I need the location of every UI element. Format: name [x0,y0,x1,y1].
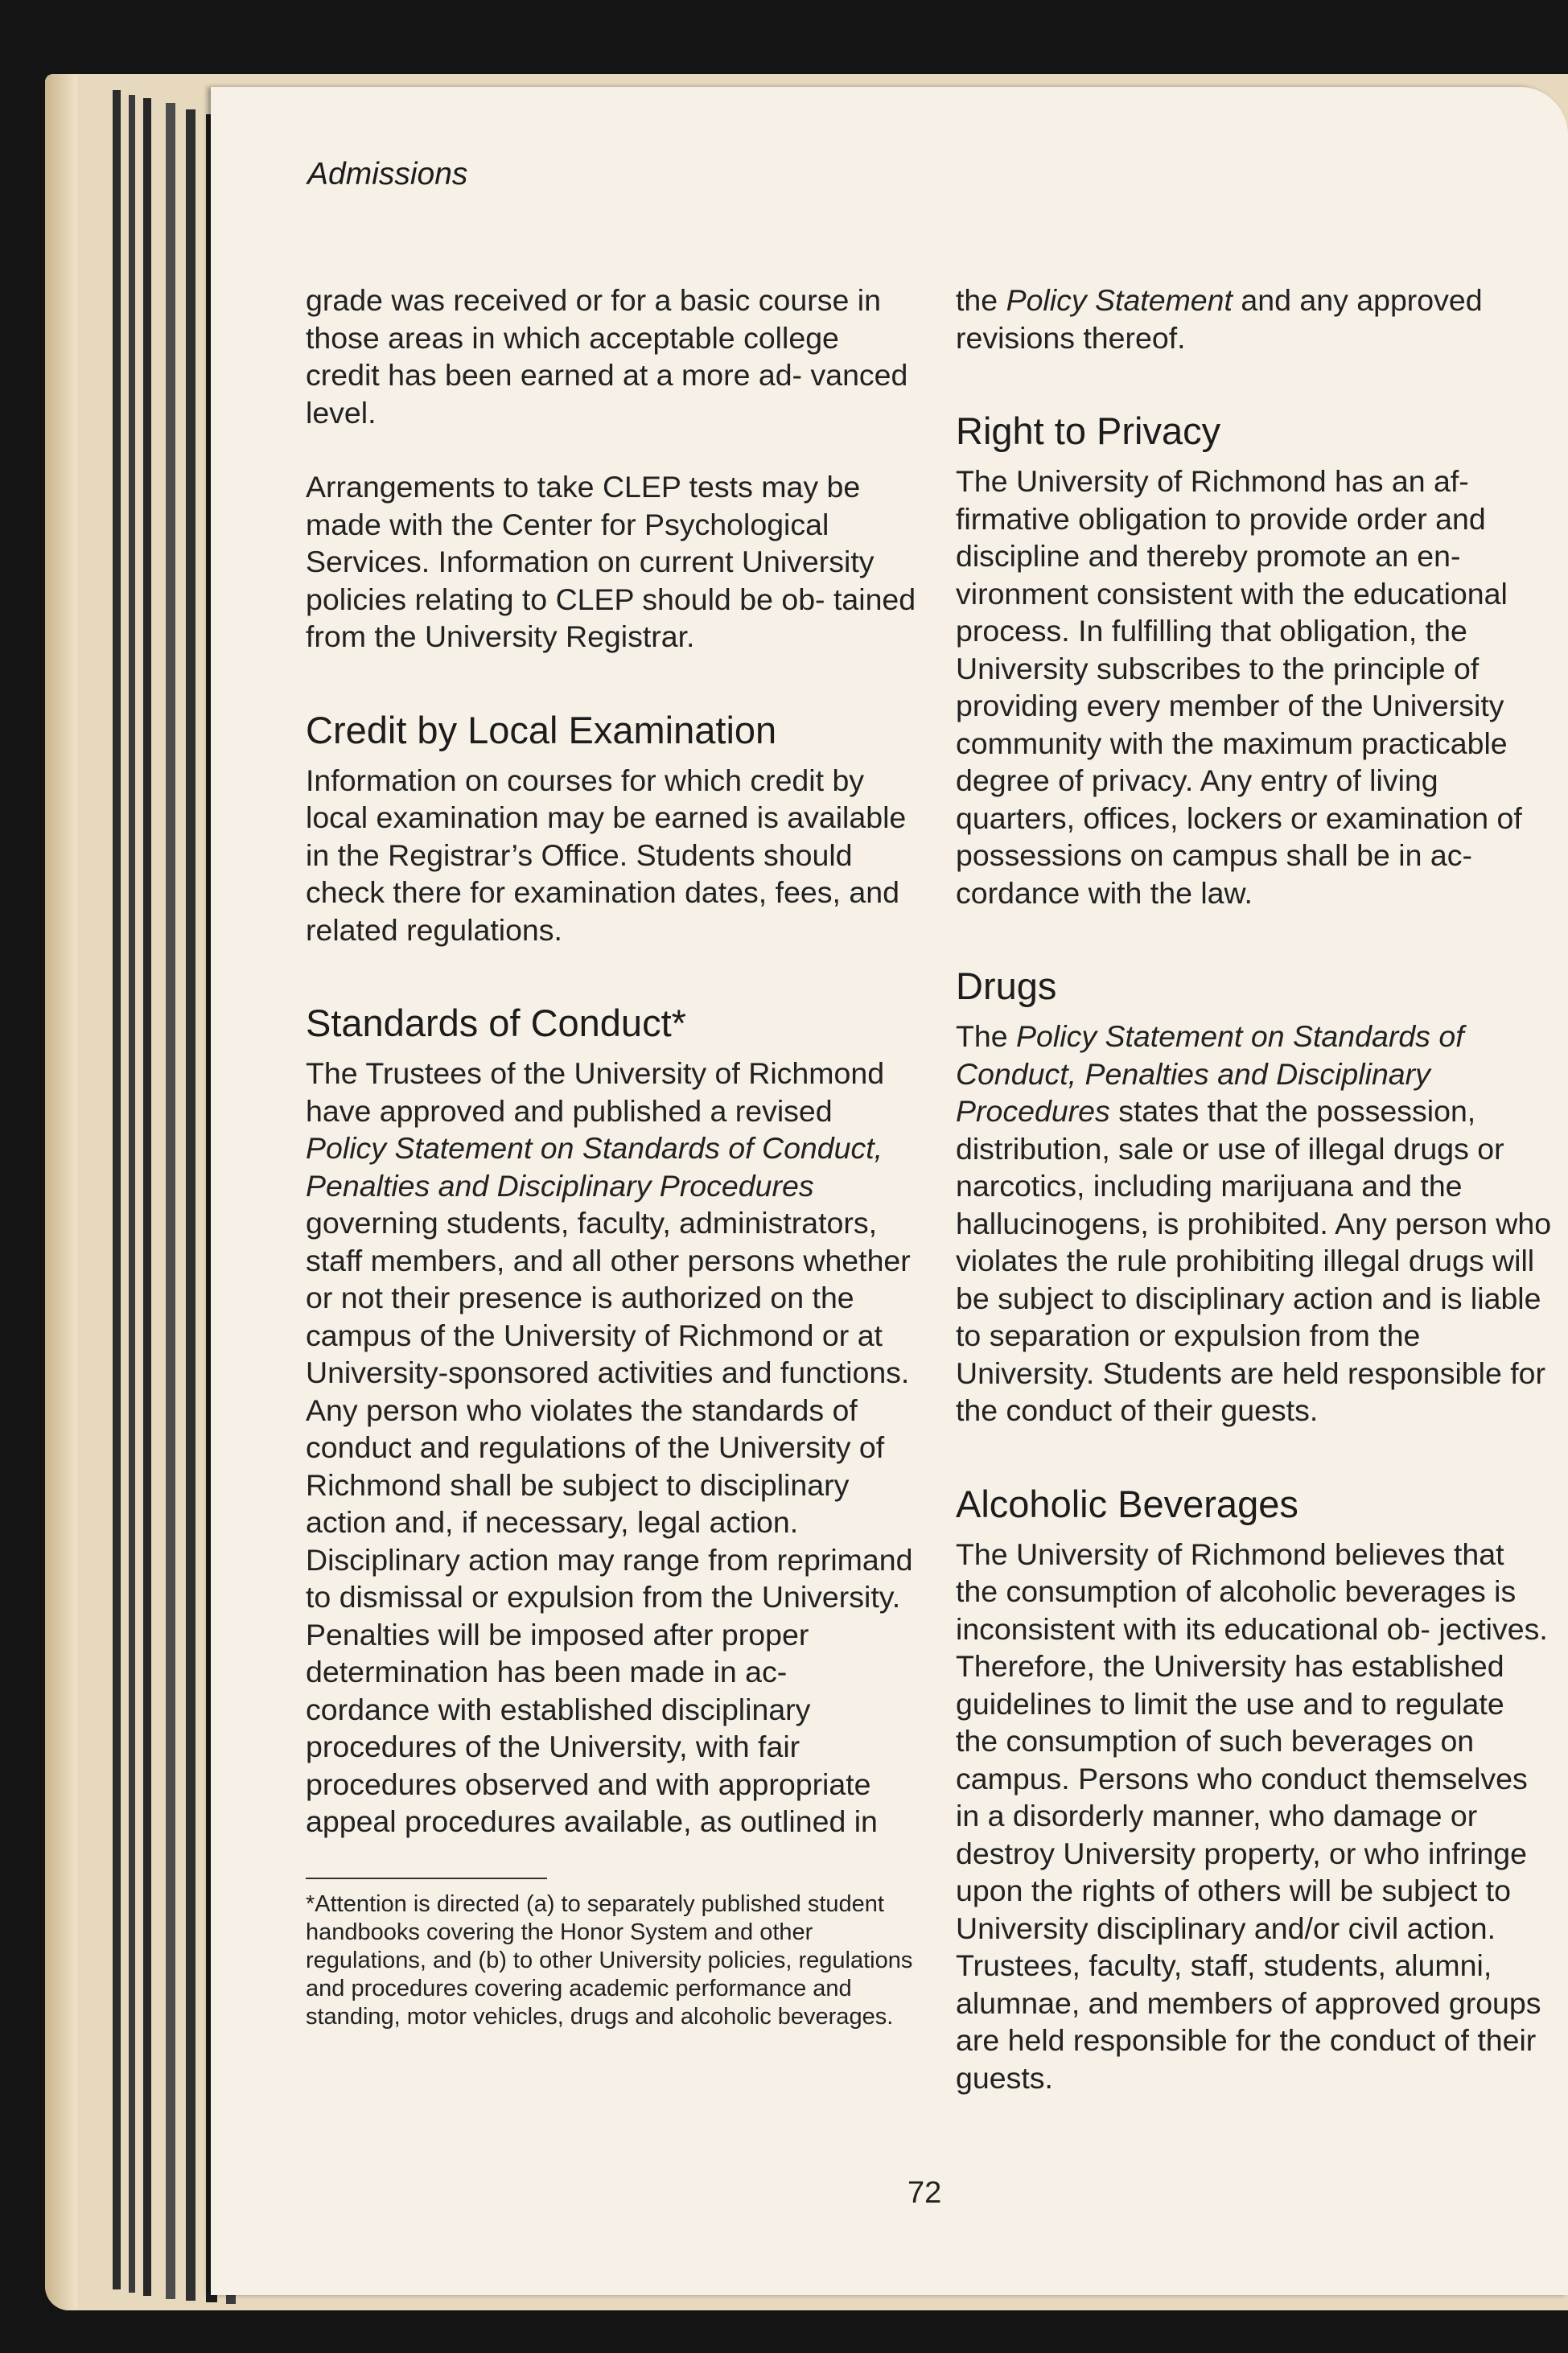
section-heading-standards-of-conduct: Standards of Conduct* [306,1002,686,1044]
credit-paragraph: Information on courses for which credit by local examination may be earned is available in the Registrar’s Office. Students should check there for examination dates, fees, and related regulations. [306,763,907,947]
conduct-text: The Trustees of the University of Richmond have approved and published a revised [306,1056,885,1128]
page-edge [129,95,135,2293]
footnote: *Attention is directed (a) to separately published student handbooks covering the Honor System and other regulations, and (b) to other University policies, regulations and procedures covering academic performance and standing, motor vehicles, drugs and alcoholic beverages. [306,1890,913,2030]
section-heading-credit-by-local-examination: Credit by Local Examination [306,708,777,751]
left-column [306,282,917,2031]
running-head: Admissions [307,157,468,191]
continued-text: the [956,283,1006,317]
page-edge [45,74,77,2310]
policy-title: Policy Statement on Standards of Conduct, Penalties and Disciplinary Procedures [956,1019,1464,1128]
page-edge [143,98,151,2296]
section-heading-right-to-privacy: Right to Privacy [956,409,1221,452]
footnote-divider [306,1878,547,1879]
section-heading-drugs: Drugs [956,965,1057,1007]
policy-title: Policy Statement [1006,283,1233,317]
conduct-paragraph [306,1055,917,1841]
policy-title: Policy Statement on Standards of Conduct, Penalties and Disciplinary Procedures [306,1131,883,1203]
drugs-text: states that the possession, distribution, sale or use of illegal drugs or narcotics, including marijuana and the hallucinogens, is prohibited. Any person who violates the rule prohibiting illegal drugs will be subject to disciplinary action and is liable to separation or expulsion from the University. Students are held responsible for the conduct of their guests. [956,1094,1552,1427]
drugs-paragraph [956,1018,1553,1429]
right-column [956,282,1553,2096]
page-edge [113,90,121,2289]
privacy-paragraph: The University of Richmond has an af- firmative obligation to provide order and discipline and thereby promote an en- vironment consistent with the educational process. In fulfilling that obligation, the University subscribes to the principle of providing every member of the University community with the maximum practicable degree of privacy. Any entry of living quarters, offices, lockers or examination of possessions on campus shall be in ac- cordance with the law. [956,464,1522,910]
page-edge [186,109,195,2301]
alcohol-paragraph: The University of Richmond believes that the consumption of alcoholic beverages is inconsistent with its educational ob- jectives. Therefore, the University has established guidelines to limit the use and to regulate the consumption of such beverages on campus. Persons who conduct themselves in a disorderly manner, who damage or destroy University property, or who infringe upon the rights of others will be subject to University disciplinary and/or civil action. Trustees, faculty, staff, students, alumni, alumnae, and members of approved groups are held responsible for the conduct of their guests. [956,1536,1548,2095]
continued-paragraph [956,282,1553,356]
drugs-text: The [956,1019,1017,1053]
clep-paragraph: Arrangements to take CLEP tests may be made with the Center for Psychological Services. Information on current University policies relating to CLEP should be ob- tained from the University Registrar. [306,470,916,653]
continued-text: and any approved revisions thereof. [956,283,1483,355]
conduct-text: governing students, faculty, administrators, staff members, and all other persons whether or not their presence is authorized on the campus of the University of Richmond or at University-sponsored activities and functions. Any person who violates the standards of conduct and regulations of the University of Richmond shall be subject to disciplinary action and, if necessary, legal action. Disciplinary action may range from reprimand to dismissal or expulsion from the University. Penalties will be imposed after proper determination has been made in ac- cordance with established disciplinary procedures of the University, with fair procedures observed and with appropriate appeal procedures available, as outlined in [306,1206,913,1838]
section-heading-alcoholic-beverages: Alcoholic Beverages [956,1482,1298,1525]
page-edge [166,103,175,2299]
continued-paragraph: grade was received or for a basic course in those areas in which acceptable college credit has been earned at a more ad- vanced level. [306,283,908,430]
page-number: 72 [907,2176,942,2210]
